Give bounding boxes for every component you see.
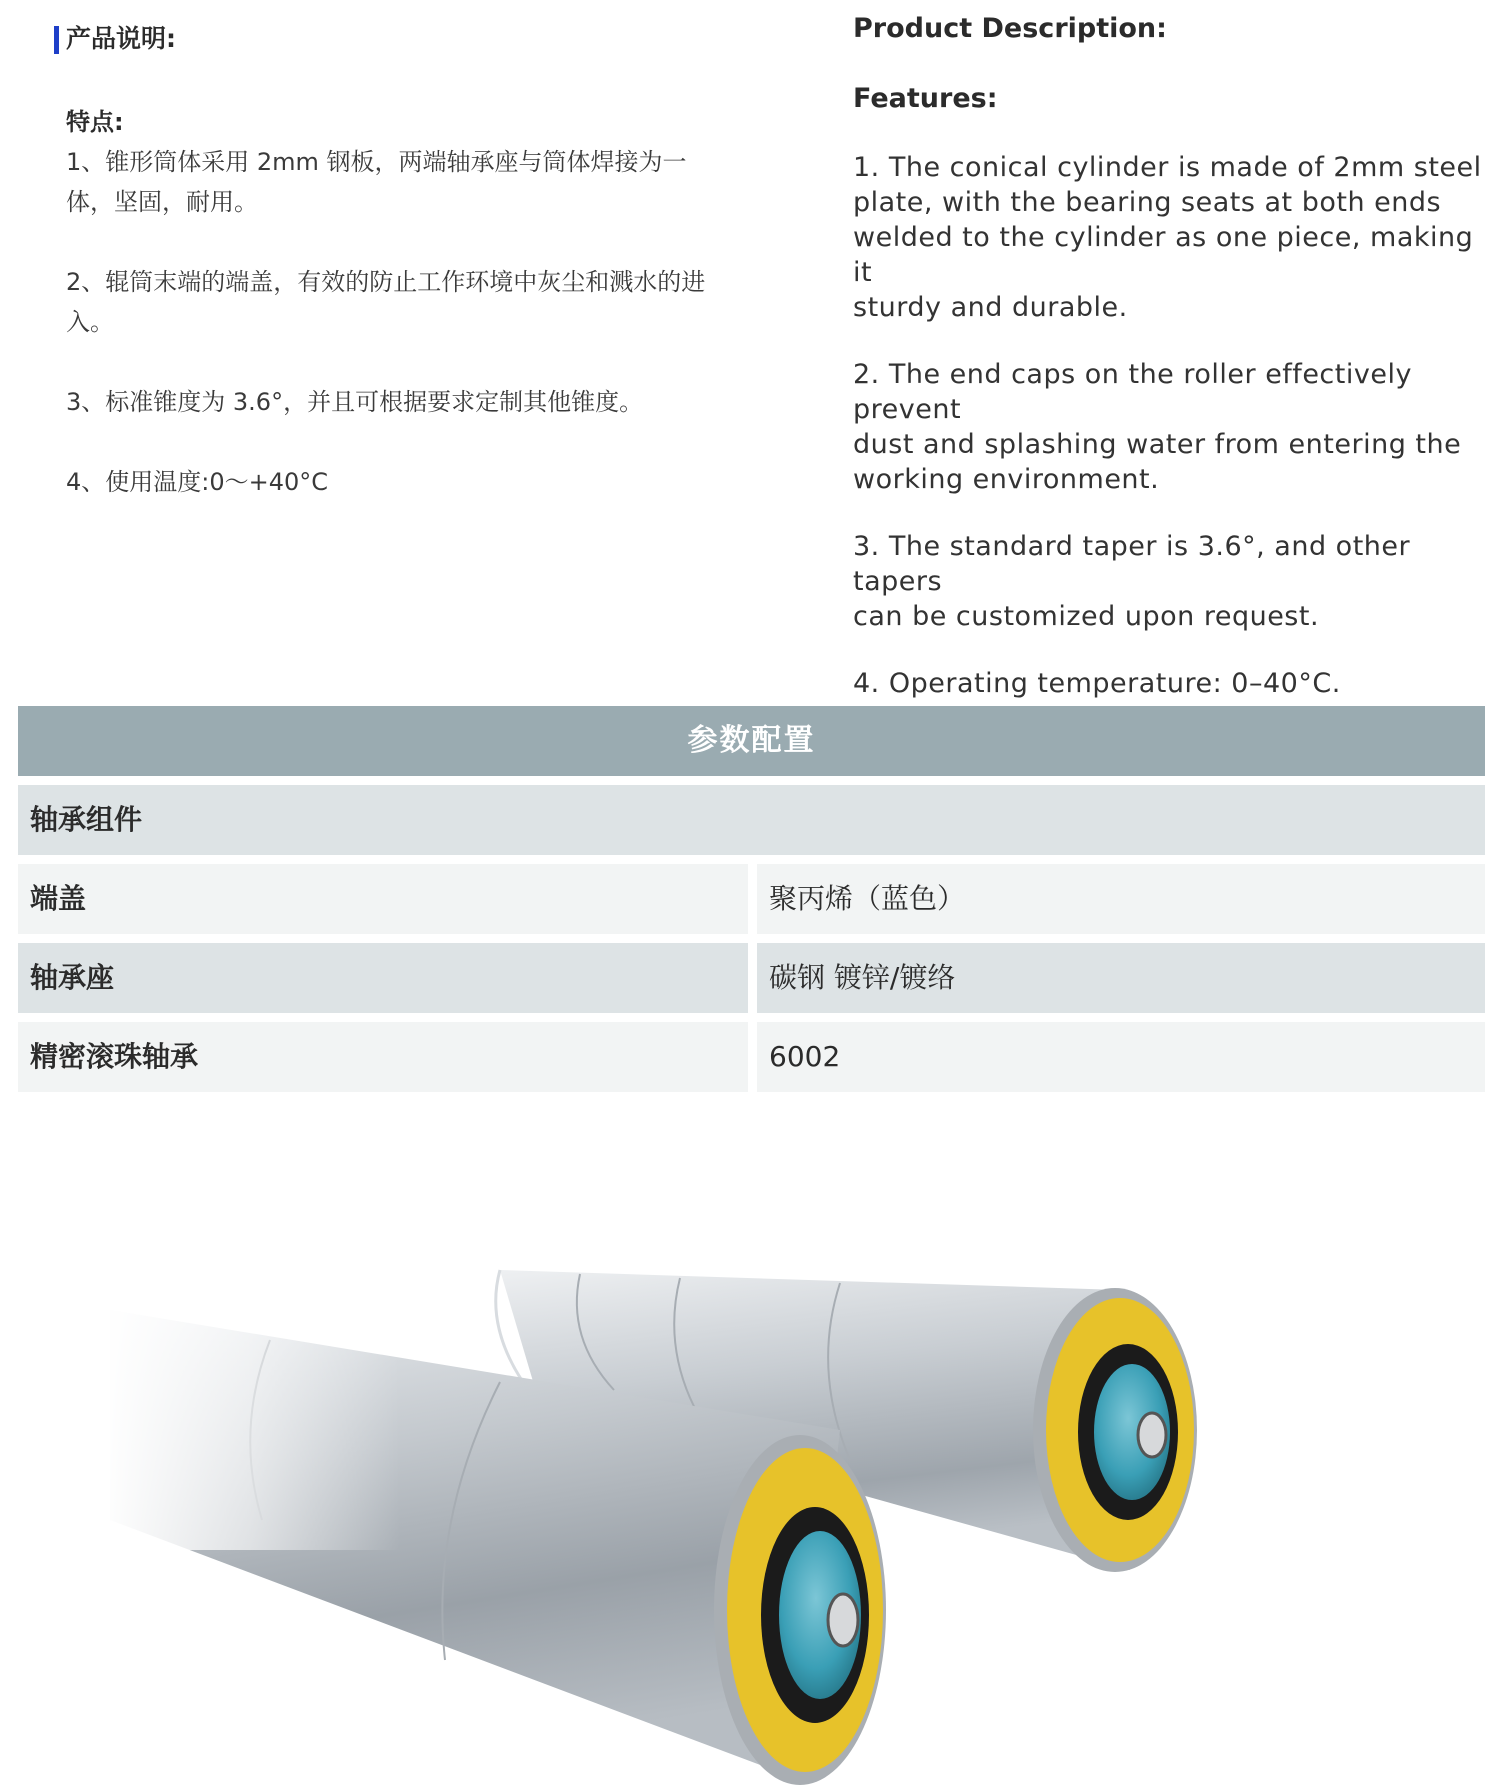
en-feature-2-line-3: working environment. xyxy=(853,464,1160,495)
en-feature-1-line-2: plate, with the bearing seats at both ends xyxy=(853,187,1442,218)
table-row xyxy=(18,1022,1485,1092)
zh-section-heading: 产品说明: xyxy=(54,20,774,58)
zh-feature-2-line-1: 2、辊筒末端的端盖，有效的防止工作环境中灰尘和溅水的进 xyxy=(66,268,706,296)
en-feature-1 xyxy=(853,150,1493,325)
spec-table xyxy=(18,706,1485,1101)
en-feature-3-line-1: 3. The standard taper is 3.6°, and other tapers xyxy=(853,531,1411,597)
zh-features-heading: 特点: xyxy=(66,108,124,136)
en-feature-2-line-2: dust and splashing water from entering the xyxy=(853,429,1462,460)
en-feature-3-line-2: can be customized upon request. xyxy=(853,601,1320,632)
spec-value-end-cap: 聚丙烯（蓝色） xyxy=(757,864,1485,934)
spec-value-ball-bearing: 6002 xyxy=(757,1022,1485,1092)
spec-label-end-cap: 端盖 xyxy=(18,864,748,934)
table-row xyxy=(18,943,1485,1013)
table-row xyxy=(18,864,1485,934)
en-feature-4-line-1: 4. Operating temperature: 0–40°C. xyxy=(853,668,1341,699)
zh-feature-3: 3、标准锥度为 3.6°，并且可根据要求定制其他锥度。 xyxy=(66,388,644,416)
zh-description xyxy=(54,14,774,502)
en-feature-1-line-3: welded to the cylinder as one piece, making it xyxy=(853,222,1474,288)
en-feature-4 xyxy=(853,666,1493,701)
conical-roller-pair-illustration xyxy=(0,1190,1500,1790)
zh-feature-1-line-1: 1、锥形筒体采用 2mm 钢板，两端轴承座与筒体焊接为一 xyxy=(66,148,687,176)
spec-value-bearing-seat: 碳钢 镀锌/镀络 xyxy=(757,943,1485,1013)
en-section-heading: Product Description: xyxy=(853,13,1167,44)
en-feature-3 xyxy=(853,529,1493,634)
accent-bar-icon xyxy=(54,26,59,54)
spec-label-ball-bearing: 精密滚珠轴承 xyxy=(18,1022,748,1092)
zh-feature-1-line-2: 体，坚固，耐用。 xyxy=(66,188,258,216)
en-feature-1-line-1: 1. The conical cylinder is made of 2mm steel xyxy=(853,152,1482,183)
zh-feature-2-line-2: 入。 xyxy=(66,308,114,336)
spec-group-heading: 轴承组件 xyxy=(18,785,1485,855)
en-description xyxy=(853,10,1493,701)
spec-table-title: 参数配置 xyxy=(18,706,1485,776)
en-feature-1-line-4: sturdy and durable. xyxy=(853,292,1128,323)
en-features-heading: Features: xyxy=(853,83,998,114)
en-feature-2-line-1: 2. The end caps on the roller effectively prevent xyxy=(853,359,1412,425)
zh-feature-4: 4、使用温度:0～+40°C xyxy=(66,468,329,496)
spec-label-bearing-seat: 轴承座 xyxy=(18,943,748,1013)
en-feature-2 xyxy=(853,357,1493,497)
